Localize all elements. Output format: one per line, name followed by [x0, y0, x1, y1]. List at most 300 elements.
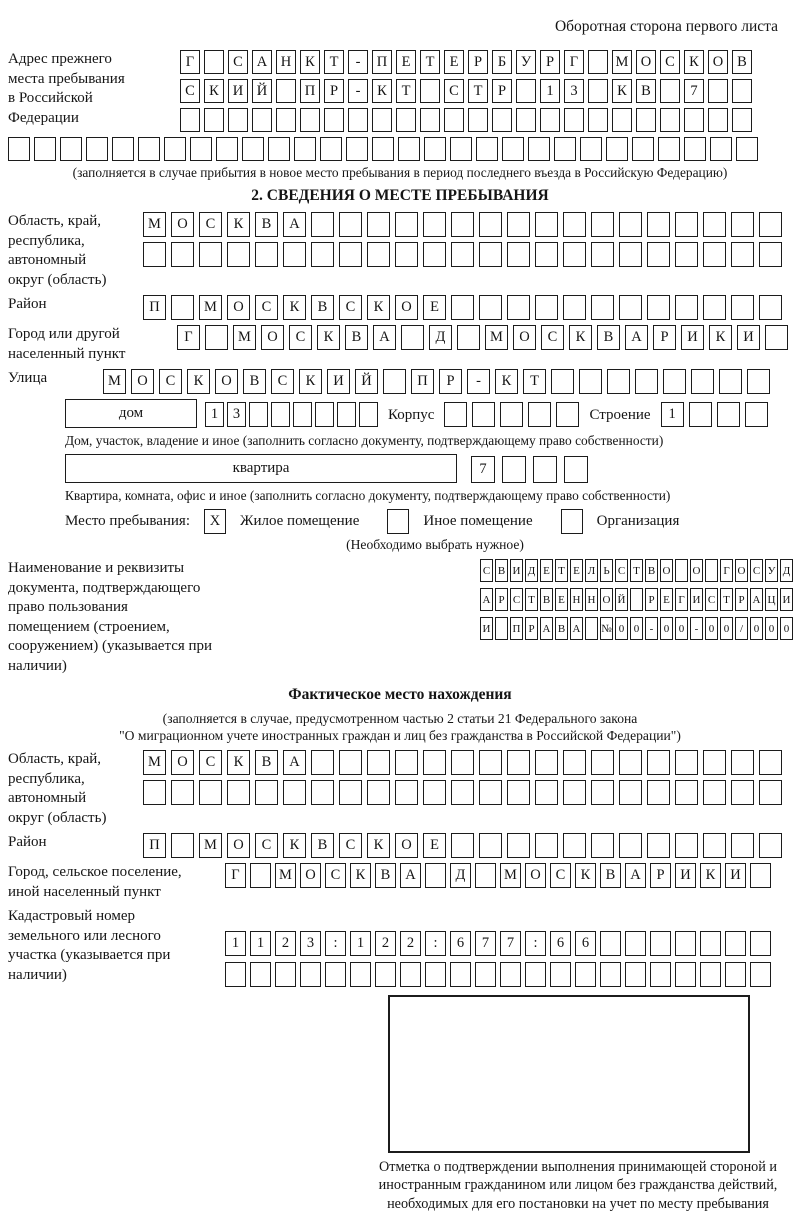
- char-cell[interactable]: И: [725, 863, 746, 888]
- char-cell[interactable]: [759, 750, 782, 775]
- char-cell[interactable]: К: [612, 79, 632, 103]
- char-cell[interactable]: [591, 242, 614, 267]
- char-cell[interactable]: [619, 833, 642, 858]
- char-cell[interactable]: К: [204, 79, 224, 103]
- char-cell[interactable]: [725, 962, 746, 987]
- char-cell[interactable]: №: [600, 617, 613, 640]
- char-cell[interactable]: [320, 137, 342, 161]
- char-cell[interactable]: [293, 402, 312, 427]
- char-cell[interactable]: А: [283, 750, 306, 775]
- char-cell[interactable]: [731, 295, 754, 320]
- char-cell[interactable]: И: [690, 588, 703, 611]
- char-cell[interactable]: [619, 212, 642, 237]
- char-cell[interactable]: [457, 325, 480, 350]
- char-cell[interactable]: [563, 750, 586, 775]
- char-cell[interactable]: П: [143, 295, 166, 320]
- char-cell[interactable]: [675, 559, 688, 582]
- char-cell[interactable]: [717, 402, 740, 427]
- char-cell[interactable]: М: [612, 50, 632, 74]
- char-cell[interactable]: А: [570, 617, 583, 640]
- char-cell[interactable]: [636, 108, 656, 132]
- char-cell[interactable]: [190, 137, 212, 161]
- char-cell[interactable]: [372, 108, 392, 132]
- char-cell[interactable]: [745, 402, 768, 427]
- char-cell[interactable]: 0: [750, 617, 763, 640]
- char-cell[interactable]: О: [660, 559, 673, 582]
- char-cell[interactable]: [492, 108, 512, 132]
- char-cell[interactable]: 0: [615, 617, 628, 640]
- char-cell[interactable]: [425, 962, 446, 987]
- char-cell[interactable]: Т: [720, 588, 733, 611]
- char-cell[interactable]: [420, 108, 440, 132]
- char-cell[interactable]: [564, 456, 588, 483]
- char-cell[interactable]: 1: [540, 79, 560, 103]
- char-cell[interactable]: К: [367, 295, 390, 320]
- char-cell[interactable]: 3: [300, 931, 321, 956]
- char-cell[interactable]: [252, 108, 272, 132]
- char-cell[interactable]: [684, 137, 706, 161]
- char-cell[interactable]: [423, 780, 446, 805]
- char-cell[interactable]: [396, 108, 416, 132]
- char-cell[interactable]: [660, 79, 680, 103]
- char-cell[interactable]: [479, 242, 502, 267]
- char-cell[interactable]: [367, 750, 390, 775]
- char-cell[interactable]: [300, 962, 321, 987]
- char-cell[interactable]: [300, 108, 320, 132]
- char-cell[interactable]: С: [180, 79, 200, 103]
- char-cell[interactable]: [632, 137, 654, 161]
- char-cell[interactable]: Г: [720, 559, 733, 582]
- char-cell[interactable]: С: [705, 588, 718, 611]
- char-cell[interactable]: [691, 369, 714, 394]
- char-cell[interactable]: Г: [675, 588, 688, 611]
- char-cell[interactable]: [171, 295, 194, 320]
- char-cell[interactable]: [647, 833, 670, 858]
- char-cell[interactable]: [675, 750, 698, 775]
- char-cell[interactable]: В: [495, 559, 508, 582]
- char-cell[interactable]: [283, 780, 306, 805]
- char-cell[interactable]: [479, 212, 502, 237]
- char-cell[interactable]: [689, 402, 712, 427]
- char-cell[interactable]: [606, 137, 628, 161]
- char-cell[interactable]: И: [327, 369, 350, 394]
- char-cell[interactable]: [563, 780, 586, 805]
- char-cell[interactable]: К: [227, 212, 250, 237]
- char-cell[interactable]: 0: [660, 617, 673, 640]
- char-cell[interactable]: [255, 780, 278, 805]
- char-cell[interactable]: Г: [177, 325, 200, 350]
- char-cell[interactable]: [528, 137, 550, 161]
- char-cell[interactable]: [650, 962, 671, 987]
- char-cell[interactable]: [535, 212, 558, 237]
- char-cell[interactable]: [563, 295, 586, 320]
- char-cell[interactable]: С: [444, 79, 464, 103]
- char-cell[interactable]: Д: [450, 863, 471, 888]
- char-cell[interactable]: О: [227, 295, 250, 320]
- char-cell[interactable]: [242, 137, 264, 161]
- char-cell[interactable]: Т: [396, 79, 416, 103]
- char-cell[interactable]: [703, 212, 726, 237]
- char-cell[interactable]: Е: [555, 588, 568, 611]
- char-cell[interactable]: [731, 242, 754, 267]
- char-cell[interactable]: Р: [735, 588, 748, 611]
- char-cell[interactable]: К: [283, 295, 306, 320]
- char-cell[interactable]: Г: [180, 50, 200, 74]
- char-cell[interactable]: [675, 212, 698, 237]
- char-cell[interactable]: [675, 833, 698, 858]
- char-cell[interactable]: Е: [570, 559, 583, 582]
- char-cell[interactable]: [551, 369, 574, 394]
- char-cell[interactable]: 0: [705, 617, 718, 640]
- char-cell[interactable]: И: [228, 79, 248, 103]
- char-cell[interactable]: Т: [420, 50, 440, 74]
- char-cell[interactable]: Й: [355, 369, 378, 394]
- char-cell[interactable]: 7: [500, 931, 521, 956]
- char-cell[interactable]: [339, 212, 362, 237]
- char-cell[interactable]: [112, 137, 134, 161]
- char-cell[interactable]: О: [215, 369, 238, 394]
- char-cell[interactable]: В: [243, 369, 266, 394]
- char-cell[interactable]: [423, 242, 446, 267]
- char-cell[interactable]: [468, 108, 488, 132]
- char-cell[interactable]: К: [684, 50, 704, 74]
- char-cell[interactable]: О: [395, 295, 418, 320]
- char-cell[interactable]: С: [550, 863, 571, 888]
- char-cell[interactable]: [372, 137, 394, 161]
- char-cell[interactable]: Е: [423, 833, 446, 858]
- char-cell[interactable]: Ь: [600, 559, 613, 582]
- char-cell[interactable]: [199, 780, 222, 805]
- char-cell[interactable]: [294, 137, 316, 161]
- char-cell[interactable]: К: [227, 750, 250, 775]
- char-cell[interactable]: М: [275, 863, 296, 888]
- char-cell[interactable]: С: [541, 325, 564, 350]
- char-cell[interactable]: [216, 137, 238, 161]
- char-cell[interactable]: 0: [780, 617, 793, 640]
- char-cell[interactable]: О: [525, 863, 546, 888]
- char-cell[interactable]: [268, 137, 290, 161]
- char-cell[interactable]: [34, 137, 56, 161]
- char-cell[interactable]: П: [510, 617, 523, 640]
- char-cell[interactable]: [556, 402, 579, 427]
- char-cell[interactable]: [725, 931, 746, 956]
- char-cell[interactable]: [143, 242, 166, 267]
- char-cell[interactable]: А: [400, 863, 421, 888]
- char-cell[interactable]: [199, 242, 222, 267]
- char-cell[interactable]: [507, 780, 530, 805]
- char-cell[interactable]: [607, 369, 630, 394]
- char-cell[interactable]: А: [373, 325, 396, 350]
- char-cell[interactable]: М: [143, 750, 166, 775]
- char-cell[interactable]: М: [143, 212, 166, 237]
- char-cell[interactable]: Г: [564, 50, 584, 74]
- char-cell[interactable]: С: [271, 369, 294, 394]
- char-cell[interactable]: 2: [375, 931, 396, 956]
- char-cell[interactable]: Е: [423, 295, 446, 320]
- char-cell[interactable]: [479, 780, 502, 805]
- char-cell[interactable]: [747, 369, 770, 394]
- char-cell[interactable]: О: [227, 833, 250, 858]
- char-cell[interactable]: Т: [555, 559, 568, 582]
- char-cell[interactable]: [479, 833, 502, 858]
- char-cell[interactable]: [612, 108, 632, 132]
- char-cell[interactable]: [731, 750, 754, 775]
- char-cell[interactable]: В: [555, 617, 568, 640]
- char-cell[interactable]: [658, 137, 680, 161]
- char-cell[interactable]: [423, 750, 446, 775]
- char-cell[interactable]: И: [681, 325, 704, 350]
- apartment-field-box[interactable]: квартира: [65, 454, 457, 483]
- char-cell[interactable]: [375, 962, 396, 987]
- char-cell[interactable]: [479, 750, 502, 775]
- char-cell[interactable]: О: [513, 325, 536, 350]
- char-cell[interactable]: [204, 50, 224, 74]
- char-cell[interactable]: П: [372, 50, 392, 74]
- char-cell[interactable]: 7: [684, 79, 704, 103]
- char-cell[interactable]: [759, 780, 782, 805]
- char-cell[interactable]: О: [131, 369, 154, 394]
- char-cell[interactable]: [710, 137, 732, 161]
- char-cell[interactable]: [171, 833, 194, 858]
- char-cell[interactable]: А: [540, 617, 553, 640]
- char-cell[interactable]: М: [233, 325, 256, 350]
- char-cell[interactable]: [395, 242, 418, 267]
- char-cell[interactable]: С: [199, 212, 222, 237]
- char-cell[interactable]: [283, 242, 306, 267]
- char-cell[interactable]: [585, 617, 598, 640]
- char-cell[interactable]: И: [510, 559, 523, 582]
- char-cell[interactable]: -: [348, 79, 368, 103]
- char-cell[interactable]: [472, 402, 495, 427]
- char-cell[interactable]: [591, 833, 614, 858]
- char-cell[interactable]: Р: [653, 325, 676, 350]
- char-cell[interactable]: [708, 79, 728, 103]
- char-cell[interactable]: Й: [252, 79, 272, 103]
- char-cell[interactable]: К: [709, 325, 732, 350]
- char-cell[interactable]: [663, 369, 686, 394]
- char-cell[interactable]: [647, 750, 670, 775]
- char-cell[interactable]: [339, 242, 362, 267]
- char-cell[interactable]: [660, 108, 680, 132]
- char-cell[interactable]: [401, 325, 424, 350]
- char-cell[interactable]: [250, 962, 271, 987]
- char-cell[interactable]: [736, 137, 758, 161]
- char-cell[interactable]: Р: [468, 50, 488, 74]
- char-cell[interactable]: [563, 242, 586, 267]
- char-cell[interactable]: О: [708, 50, 728, 74]
- char-cell[interactable]: [359, 402, 378, 427]
- char-cell[interactable]: Д: [429, 325, 452, 350]
- char-cell[interactable]: [675, 242, 698, 267]
- char-cell[interactable]: О: [735, 559, 748, 582]
- char-cell[interactable]: [311, 212, 334, 237]
- char-cell[interactable]: [516, 108, 536, 132]
- char-cell[interactable]: О: [300, 863, 321, 888]
- char-cell[interactable]: С: [228, 50, 248, 74]
- char-cell[interactable]: Н: [585, 588, 598, 611]
- char-cell[interactable]: [502, 137, 524, 161]
- char-cell[interactable]: 1: [205, 402, 224, 427]
- char-cell[interactable]: [533, 456, 557, 483]
- char-cell[interactable]: [700, 931, 721, 956]
- char-cell[interactable]: А: [625, 863, 646, 888]
- char-cell[interactable]: М: [199, 833, 222, 858]
- char-cell[interactable]: [171, 780, 194, 805]
- char-cell[interactable]: [339, 780, 362, 805]
- char-cell[interactable]: Е: [540, 559, 553, 582]
- char-cell[interactable]: 2: [400, 931, 421, 956]
- char-cell[interactable]: [703, 833, 726, 858]
- char-cell[interactable]: [619, 295, 642, 320]
- char-cell[interactable]: [86, 137, 108, 161]
- char-cell[interactable]: С: [159, 369, 182, 394]
- char-cell[interactable]: [591, 295, 614, 320]
- char-cell[interactable]: К: [495, 369, 518, 394]
- char-cell[interactable]: Ц: [765, 588, 778, 611]
- char-cell[interactable]: Е: [396, 50, 416, 74]
- char-cell[interactable]: И: [480, 617, 493, 640]
- char-cell[interactable]: В: [345, 325, 368, 350]
- char-cell[interactable]: [525, 962, 546, 987]
- char-cell[interactable]: Т: [324, 50, 344, 74]
- char-cell[interactable]: -: [348, 50, 368, 74]
- char-cell[interactable]: 1: [350, 931, 371, 956]
- char-cell[interactable]: О: [261, 325, 284, 350]
- char-cell[interactable]: К: [575, 863, 596, 888]
- char-cell[interactable]: С: [255, 833, 278, 858]
- char-cell[interactable]: 1: [661, 402, 684, 427]
- char-cell[interactable]: [398, 137, 420, 161]
- char-cell[interactable]: Т: [630, 559, 643, 582]
- char-cell[interactable]: [502, 456, 526, 483]
- char-cell[interactable]: [625, 962, 646, 987]
- char-cell[interactable]: 6: [450, 931, 471, 956]
- char-cell[interactable]: С: [339, 295, 362, 320]
- char-cell[interactable]: [311, 750, 334, 775]
- char-cell[interactable]: Т: [468, 79, 488, 103]
- char-cell[interactable]: -: [467, 369, 490, 394]
- char-cell[interactable]: [732, 108, 752, 132]
- char-cell[interactable]: 2: [275, 931, 296, 956]
- char-cell[interactable]: У: [765, 559, 778, 582]
- char-cell[interactable]: Р: [324, 79, 344, 103]
- char-cell[interactable]: [507, 242, 530, 267]
- char-cell[interactable]: [647, 295, 670, 320]
- char-cell[interactable]: О: [636, 50, 656, 74]
- char-cell[interactable]: 0: [720, 617, 733, 640]
- checkbox-organizaciya[interactable]: [561, 509, 583, 534]
- char-cell[interactable]: Р: [540, 50, 560, 74]
- char-cell[interactable]: :: [525, 931, 546, 956]
- char-cell[interactable]: В: [375, 863, 396, 888]
- char-cell[interactable]: [367, 242, 390, 267]
- char-cell[interactable]: Е: [444, 50, 464, 74]
- char-cell[interactable]: [535, 780, 558, 805]
- char-cell[interactable]: [475, 962, 496, 987]
- char-cell[interactable]: Г: [225, 863, 246, 888]
- char-cell[interactable]: [750, 962, 771, 987]
- char-cell[interactable]: [444, 402, 467, 427]
- char-cell[interactable]: [700, 962, 721, 987]
- char-cell[interactable]: М: [485, 325, 508, 350]
- char-cell[interactable]: [346, 137, 368, 161]
- char-cell[interactable]: [395, 212, 418, 237]
- char-cell[interactable]: [600, 962, 621, 987]
- char-cell[interactable]: С: [255, 295, 278, 320]
- char-cell[interactable]: К: [317, 325, 340, 350]
- char-cell[interactable]: [731, 833, 754, 858]
- char-cell[interactable]: [591, 780, 614, 805]
- house-field-box[interactable]: дом: [65, 399, 197, 428]
- char-cell[interactable]: [647, 780, 670, 805]
- char-cell[interactable]: [731, 212, 754, 237]
- char-cell[interactable]: В: [311, 295, 334, 320]
- char-cell[interactable]: [765, 325, 788, 350]
- char-cell[interactable]: [271, 402, 290, 427]
- char-cell[interactable]: [250, 863, 271, 888]
- char-cell[interactable]: Т: [525, 588, 538, 611]
- char-cell[interactable]: О: [171, 212, 194, 237]
- char-cell[interactable]: О: [395, 833, 418, 858]
- char-cell[interactable]: [575, 962, 596, 987]
- char-cell[interactable]: [451, 750, 474, 775]
- char-cell[interactable]: С: [339, 833, 362, 858]
- char-cell[interactable]: Р: [650, 863, 671, 888]
- char-cell[interactable]: П: [411, 369, 434, 394]
- char-cell[interactable]: [60, 137, 82, 161]
- char-cell[interactable]: [579, 369, 602, 394]
- checkbox-inoe[interactable]: [387, 509, 409, 534]
- char-cell[interactable]: [164, 137, 186, 161]
- char-cell[interactable]: Й: [615, 588, 628, 611]
- char-cell[interactable]: [564, 108, 584, 132]
- char-cell[interactable]: М: [500, 863, 521, 888]
- char-cell[interactable]: П: [300, 79, 320, 103]
- char-cell[interactable]: -: [645, 617, 658, 640]
- char-cell[interactable]: [451, 242, 474, 267]
- char-cell[interactable]: [619, 242, 642, 267]
- char-cell[interactable]: [507, 833, 530, 858]
- char-cell[interactable]: [708, 108, 728, 132]
- char-cell[interactable]: [759, 295, 782, 320]
- char-cell[interactable]: 1: [250, 931, 271, 956]
- char-cell[interactable]: [315, 402, 334, 427]
- char-cell[interactable]: [550, 962, 571, 987]
- char-cell[interactable]: В: [540, 588, 553, 611]
- char-cell[interactable]: [675, 295, 698, 320]
- char-cell[interactable]: [703, 295, 726, 320]
- char-cell[interactable]: [647, 242, 670, 267]
- char-cell[interactable]: [225, 962, 246, 987]
- char-cell[interactable]: [476, 137, 498, 161]
- char-cell[interactable]: В: [645, 559, 658, 582]
- char-cell[interactable]: [311, 780, 334, 805]
- char-cell[interactable]: 1: [225, 931, 246, 956]
- char-cell[interactable]: И: [780, 588, 793, 611]
- char-cell[interactable]: П: [143, 833, 166, 858]
- char-cell[interactable]: [420, 79, 440, 103]
- char-cell[interactable]: Р: [645, 588, 658, 611]
- char-cell[interactable]: [705, 559, 718, 582]
- char-cell[interactable]: С: [480, 559, 493, 582]
- char-cell[interactable]: [276, 108, 296, 132]
- char-cell[interactable]: [325, 962, 346, 987]
- char-cell[interactable]: [591, 750, 614, 775]
- char-cell[interactable]: /: [735, 617, 748, 640]
- char-cell[interactable]: К: [700, 863, 721, 888]
- char-cell[interactable]: [759, 242, 782, 267]
- char-cell[interactable]: Д: [780, 559, 793, 582]
